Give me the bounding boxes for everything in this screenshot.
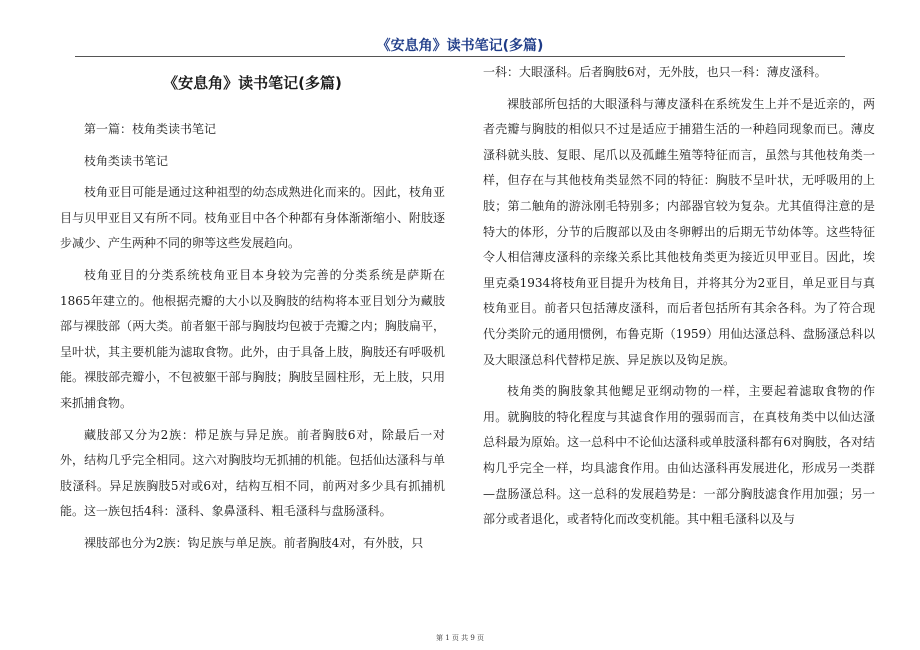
paragraph: 枝角亚目可能是通过这种祖型的幼态成熟进化而来的。因此，枝角亚目与贝甲亚目又有所不同。枝角亚目中各个种都有身体渐渐缩小、附肢逐步减少、产生两种不同的卵等这些发展趋向。 xyxy=(60,185,445,251)
paragraph: 第一篇：枝角类读书笔记 xyxy=(84,122,217,136)
paragraph: 裸肢部也分为2族：钩足族与单足族。前者胸肢4对，有外肢，只 xyxy=(84,535,424,550)
right-column xyxy=(483,60,875,539)
running-header-title: 《安息角》读书笔记(多篇) xyxy=(376,38,544,54)
paragraph: 枝角类的胸肢象其他鳃足亚纲动物的一样，主要起着滤取食物的作用。就胸肢的特化程度与其滤食作用的强弱而言，在真枝角类中以仙达溞总科最为原始。这一总科中不论仙达溞科或单肢溞科都有6对胸肢，各对结构几乎完全一样，均具滤食作用。由仙达溞科再发展进化，形成另一类群—盘肠溞总科。这一总科的发展趋势是：一部分胸肢滤食作用加强；另一部分或者退化，或者特化而改变机能。其中粗毛溞科以及与 xyxy=(483,384,875,527)
page-footer: 第 1 页 共 9 页 xyxy=(435,634,485,642)
header-divider xyxy=(75,56,845,57)
left-column xyxy=(60,117,445,563)
paragraph: 裸肢部所包括的大眼溞科与薄皮溞科在系统发生上并不是近亲的，两者壳瓣与胸肢的相似只不过是适应于捕猎生活的一种趋同现象而已。薄皮溞科就头肢、复眼、尾爪以及孤雌生殖等特征而言，虽然与其他枝角类一样，但存在与其他枝角类显然不同的特征：胸肢不呈叶状，无呼吸用的上肢；第二触角的游泳刚毛特别多；内部器官较为复杂。尤其值得注意的是特大的体形，分节的后腹部以及由冬卵孵出的后期无节幼体等。这些特征令人相信薄皮溞科的亲缘关系比其他枝角类更为接近贝甲亚目。因此，埃里克桑1934将枝角亚目提升为枝角目，并将其分为2亚目，单足亚目与真枝角亚目。前者只包括薄皮溞科，而后者包括所有其余各科。为了符合现代分类阶元的通用惯例，布鲁克斯（1959）用仙达溞总科、盘肠溞总科以及大眼溞总科代替栉足族、异足族以及钩足族。 xyxy=(483,96,875,367)
paragraph: 一科：大眼溞科。后者胸肢6对，无外肢，也只一科：薄皮溞科。 xyxy=(483,65,827,79)
paragraph: 藏肢部又分为2族：栉足族与异足族。前者胸肢6对，除最后一对外，结构几乎完全相同。这六对胸肢均无抓捕的机能。包括仙达溞科与单肢溞科。异足族胸肢5对或6对，结构互相不同，前两对多少具有抓捕机能。这一族包括4科：溞科、象鼻溞科、粗毛溞科与盘肠溞科。 xyxy=(60,427,445,519)
document-title: 《安息角》读书笔记(多篇) xyxy=(163,74,342,92)
paragraph: 枝角类读书笔记 xyxy=(84,153,169,168)
paragraph: 枝角亚目的分类系统枝角亚目本身较为完善的分类系统是萨斯在1865年建立的。他根据壳瓣的大小以及胸肢的结构将本亚目划分为藏肢部与裸肢部（两大类。前者躯干部与胸肢均包被于壳瓣之内；胸肢扁平，呈叶状，其主要机能为滤取食物。此外，由于具备上肢，胸肢还有呼吸机能。裸肢部壳瓣小，不包被躯干部与胸肢；胸肢呈圆柱形，无上肢，只用来抓捕食物。 xyxy=(60,267,445,410)
